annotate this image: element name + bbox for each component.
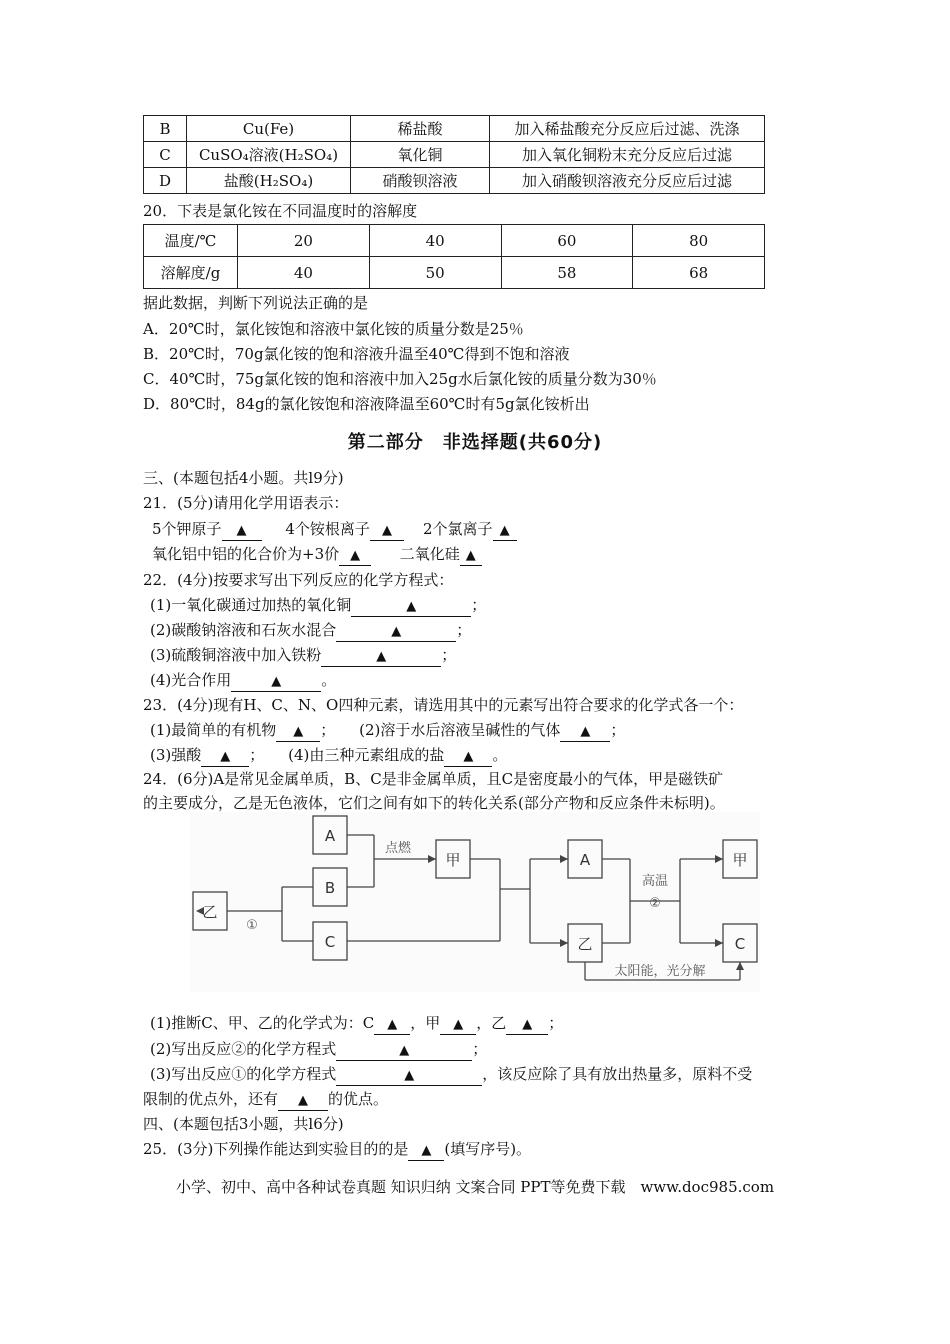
triangle-icon: ▲ [404, 1068, 415, 1083]
q23-stem: 23．(4分)现有H、C、N、O四种元素，请选用其中的元素写出符合要求的化学式各一个： [143, 696, 744, 714]
table-row [144, 168, 765, 194]
q21-line1 [152, 518, 517, 541]
q20-option-d: D．80℃时，84g的氯化铵饱和溶液降温至60℃时有5g氯化铵析出 [143, 395, 590, 413]
temperature-cell: 60 [501, 225, 633, 257]
label-a: A [324, 827, 336, 845]
q24-p3-tail: ，该反应除了具有放出热量多，原料不受 [482, 1065, 753, 1083]
answer-blank[interactable] [231, 671, 321, 692]
triangle-icon: ▲ [293, 724, 304, 739]
q24-p3-label: (3)写出反应①的化学方程式 [150, 1065, 337, 1083]
q23-line2: (3)强酸 ▲ ； (4)由三种元素组成的盐 ▲ 。 [150, 744, 507, 767]
label-reaction-1: ① [246, 918, 258, 933]
arrow-icon [560, 939, 568, 947]
q21-a-label: 5个钾原子 [152, 520, 222, 538]
substance-cell: CuSO₄溶液(H₂SO₄) [187, 142, 351, 168]
temperature-cell: 20 [238, 225, 370, 257]
answer-blank[interactable] [336, 1065, 482, 1086]
solubility-label: 溶解度/g [144, 257, 238, 289]
triangle-icon: ▲ [406, 599, 417, 614]
table-row [144, 225, 765, 257]
arrow-icon [736, 962, 744, 970]
arrow-icon [715, 855, 723, 863]
table-row [144, 116, 765, 142]
q24-p1-jia: ，甲 [410, 1014, 441, 1032]
triangle-icon: ▲ [376, 649, 387, 664]
q24-p1-yi: ，乙 [476, 1014, 507, 1032]
row-label: B [144, 116, 187, 142]
q24-stem-2: 的主要成分，乙是无色液体，它们之间有如下的转化关系(部分产物和反应条件未标明)。 [143, 794, 725, 812]
section4-heading: 四、(本题包括3小题，共l6分) [143, 1115, 344, 1133]
method-cell: 加入稀盐酸充分反应后过滤、洗涤 [490, 116, 765, 142]
triangle-icon: ▲ [236, 523, 247, 538]
q20-option-a: A．20℃时，氯化铵饱和溶液中氯化铵的质量分数是25％ [143, 320, 524, 338]
triangle-icon: ▲ [387, 1017, 398, 1032]
reagent-cell: 硝酸钡溶液 [351, 168, 490, 194]
row-label: C [144, 142, 187, 168]
label-reaction-2: ② [649, 896, 661, 911]
solubility-cell: 68 [633, 257, 765, 289]
section3-heading: 三、(本题包括4小题。共l9分) [143, 469, 344, 487]
q23-item-label: (3)强酸 [150, 746, 202, 764]
table-row [144, 257, 765, 289]
table-row [144, 142, 765, 168]
q20-option-c: C．40℃时，75g氯化铵的饱和溶液中加入25g水后氯化铵的质量分数为30％ [143, 370, 657, 388]
triangle-icon: ▲ [453, 1017, 464, 1032]
q22-item: (4)光合作用 ▲ 。 [150, 669, 336, 692]
triangle-icon: ▲ [463, 749, 474, 764]
solubility-cell: 50 [369, 257, 501, 289]
q21-stem: 21．(5分)请用化学用语表示： [143, 494, 349, 512]
triangle-icon: ▲ [465, 548, 476, 563]
solubility-cell: 40 [238, 257, 370, 289]
answer-blank[interactable] [374, 1014, 410, 1035]
answer-blank[interactable] [460, 545, 482, 566]
temperature-cell: 80 [633, 225, 765, 257]
q25-tail: (填写序号)。 [444, 1140, 532, 1158]
q22-item: (3)硫酸铜溶液中加入铁粉 ▲ ； [150, 644, 456, 667]
page-footer: 小学、初中、高中各种试卷真题 知识归纳 文案合同 PPT等免费下载 www.doc985.com [175, 1178, 775, 1196]
label-jia: 甲 [445, 851, 461, 869]
answer-blank[interactable] [440, 1014, 476, 1035]
answer-blank[interactable] [351, 596, 471, 617]
solubility-table [143, 224, 765, 289]
answer-blank[interactable] [321, 646, 441, 667]
label-high-temp: 高温 [641, 874, 669, 889]
temperature-cell: 40 [369, 225, 501, 257]
answer-blank[interactable] [444, 746, 492, 767]
answer-blank[interactable] [222, 520, 262, 541]
reagent-cell: 稀盐酸 [351, 116, 490, 142]
solubility-cell: 58 [501, 257, 633, 289]
q24-p1-label: (1)推断C、甲、乙的化学式为：C [150, 1014, 375, 1032]
part2-title: 第二部分 非选择题(共60分) [347, 432, 603, 453]
triangle-icon: ▲ [399, 1043, 410, 1058]
triangle-icon: ▲ [499, 523, 510, 538]
triangle-icon: ▲ [580, 724, 591, 739]
q20-prompt: 据此数据，判断下列说法正确的是 [143, 294, 369, 312]
answer-blank[interactable] [370, 520, 404, 541]
q21-e-label: 二氧化硅 [399, 545, 460, 563]
q23-item-label: (2)溶于水后溶液呈碱性的气体 [359, 721, 561, 739]
answer-blank[interactable] [336, 621, 456, 642]
label-b: B [324, 879, 336, 897]
method-cell: 加入硝酸钡溶液充分反应后过滤 [490, 168, 765, 194]
answer-blank[interactable] [276, 721, 320, 742]
q24-p3 [150, 1063, 752, 1086]
answer-blank[interactable] [201, 746, 249, 767]
answer-blank[interactable] [560, 721, 610, 742]
triangle-icon: ▲ [381, 523, 392, 538]
arrow-icon [715, 939, 723, 947]
q24-p1: (1)推断C、甲、乙的化学式为：C ▲ ，甲 ▲ ，乙 ▲ ； [150, 1012, 563, 1035]
q21-b-label: 4个铵根离子 [285, 520, 370, 538]
answer-blank[interactable] [336, 1040, 472, 1061]
triangle-icon: ▲ [271, 674, 282, 689]
triangle-icon: ▲ [391, 624, 402, 639]
arrow-icon [428, 855, 436, 863]
substance-cell: 盐酸(H₂SO₄) [187, 168, 351, 194]
answer-blank[interactable] [339, 545, 371, 566]
triangle-icon: ▲ [350, 548, 361, 563]
answer-blank[interactable] [493, 520, 517, 541]
q25-stem-label: 25．(3分)下列操作能达到实验目的的是 [143, 1140, 409, 1158]
q24-p3-line2-label: 限制的优点外，还有 [143, 1090, 279, 1108]
q22-item-label: (2)碳酸钠溶液和石灰水混合 [150, 621, 337, 639]
q22-item-label: (3)硫酸铜溶液中加入铁粉 [150, 646, 322, 664]
triangle-icon: ▲ [421, 1143, 432, 1158]
label-c: C [734, 935, 746, 953]
answer-blank[interactable] [278, 1090, 328, 1111]
q22-item-label: (1)一氧化碳通过加热的氧化铜 [150, 596, 352, 614]
q22-item: (1)一氧化碳通过加热的氧化铜 ▲ ； [150, 594, 486, 617]
label-yi: 乙 [202, 903, 218, 921]
q21-c-label: 2个氯离子 [423, 520, 493, 538]
label-yi: 乙 [577, 935, 593, 953]
purification-table [143, 115, 765, 194]
q20-stem: 20．下表是氯化铵在不同温度时的溶解度 [143, 202, 418, 220]
label-ignite: 点燃 [384, 841, 412, 856]
substance-cell: Cu(Fe) [187, 116, 351, 142]
q23-item-label: (4)由三种元素组成的盐 [288, 746, 445, 764]
q22-item: (2)碳酸钠溶液和石灰水混合 ▲ ； [150, 619, 471, 642]
q24-p3-line2-tail: 的优点。 [328, 1090, 389, 1108]
q22-stem: 22．(4分)按要求写出下列反应的化学方程式： [143, 571, 454, 589]
q20-option-b: B．20℃时，70g氯化铵的饱和溶液升温至40℃得到不饱和溶液 [143, 345, 570, 363]
label-c: C [324, 933, 336, 951]
row-label: D [144, 168, 187, 194]
q24-p3-line2 [143, 1088, 388, 1111]
arrow-icon [560, 855, 568, 863]
q23-item-label: (1)最简单的有机物 [150, 721, 277, 739]
label-solar: 太阳能，光分解 [614, 964, 706, 979]
label-jia: 甲 [732, 851, 748, 869]
reagent-cell: 氧化铜 [351, 142, 490, 168]
answer-blank[interactable] [506, 1014, 548, 1035]
q24-stem-1: 24．(6分)A是常见金属单质，B、C是非金属单质，且C是密度最小的气体，甲是磁铁矿 [143, 770, 724, 788]
triangle-icon: ▲ [522, 1017, 533, 1032]
q22-item-label: (4)光合作用 [150, 671, 232, 689]
q24-p2-label: (2)写出反应②的化学方程式 [150, 1040, 337, 1058]
q24-p2: (2)写出反应②的化学方程式 ▲ ； [150, 1038, 487, 1061]
answer-blank[interactable] [408, 1140, 444, 1161]
method-cell: 加入氧化铜粉末充分反应后过滤 [490, 142, 765, 168]
q25-stem [143, 1138, 531, 1161]
triangle-icon: ▲ [220, 749, 231, 764]
label-a: A [579, 851, 591, 869]
triangle-icon: ▲ [298, 1093, 309, 1108]
q21-line2 [152, 543, 482, 566]
conversion-diagram [190, 812, 760, 992]
temperature-label: 温度/℃ [144, 225, 238, 257]
q23-line1: (1)最简单的有机物 ▲ ； (2)溶于水后溶液呈碱性的气体 ▲ ； [150, 719, 625, 742]
q21-d-label: 氧化铝中铝的化合价为+3价 [152, 545, 340, 563]
